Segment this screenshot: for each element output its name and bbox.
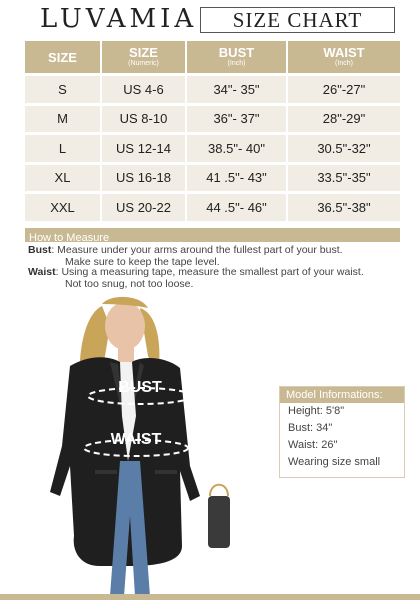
header-size-numeric: SIZE (Numeric): [101, 41, 186, 75]
cell-waist: 26"-27": [287, 75, 400, 105]
cell-numeric: US 4-6: [101, 75, 186, 105]
cell-numeric: US 16-18: [101, 163, 186, 193]
how-to-measure-heading: How to Measure: [25, 228, 400, 242]
table-row: [25, 75, 400, 105]
cell-bust: 41 .5"- 43": [186, 163, 287, 193]
cell-numeric: US 20-22: [101, 193, 186, 221]
model-bust: Bust: 34": [288, 422, 333, 434]
model-info-heading: Model Informations:: [280, 387, 404, 403]
brand-logo: LUVAMIA: [40, 4, 198, 34]
footer-accent-bar: [0, 594, 420, 600]
cell-size: S: [25, 75, 101, 105]
model-height: Height: 5'8": [288, 405, 345, 417]
cell-numeric: US 12-14: [101, 134, 186, 164]
model-info-box: [279, 386, 405, 478]
handbag-shape: [208, 496, 230, 548]
cell-bust: 34"- 35": [186, 75, 287, 105]
cell-bust: 44 .5"- 46": [186, 193, 287, 221]
header-size: SIZE: [25, 41, 101, 75]
cell-waist: 36.5"-38": [287, 193, 400, 221]
size-table: [25, 41, 400, 221]
table-row: [25, 193, 400, 221]
waist-instruction: Waist: Using a measuring tape, measure the smallest part of your waist.: [28, 266, 364, 278]
bust-instruction: Bust: Measure under your arms around the fullest part of your bust.: [28, 244, 343, 256]
model-waist: Waist: 26": [288, 439, 338, 451]
cell-size: XL: [25, 163, 101, 193]
table-row: [25, 104, 400, 134]
waist-instruction-continued: Not too snug, not too loose.: [65, 278, 194, 290]
bust-instruction-continued: Make sure to keep the tape level.: [65, 256, 220, 268]
size-chart-title: SIZE CHART: [200, 7, 395, 33]
cell-bust: 36"- 37": [186, 104, 287, 134]
model-figure-illustration: [40, 296, 270, 596]
cell-waist: 28"-29": [287, 104, 400, 134]
cell-bust: 38.5"- 40": [186, 134, 287, 164]
cell-numeric: US 8-10: [101, 104, 186, 134]
bust-figure-label: BUST: [118, 379, 162, 396]
table-row: [25, 134, 400, 164]
cell-waist: 30.5"-32": [287, 134, 400, 164]
size-table-header-row: [25, 41, 400, 75]
header-bust: BUST (Inch): [186, 41, 287, 75]
face-shape: [105, 302, 145, 350]
model-wearing-size: Wearing size small: [288, 456, 381, 468]
waist-label: Waist: [28, 266, 56, 278]
bust-label: Bust: [28, 244, 52, 256]
cell-waist: 33.5"-35": [287, 163, 400, 193]
cell-size: XXL: [25, 193, 101, 221]
waist-figure-label: WAIST: [110, 431, 162, 448]
cell-size: M: [25, 104, 101, 134]
cell-size: L: [25, 134, 101, 164]
table-row: [25, 163, 400, 193]
header-waist: WAIST (Inch): [287, 41, 400, 75]
